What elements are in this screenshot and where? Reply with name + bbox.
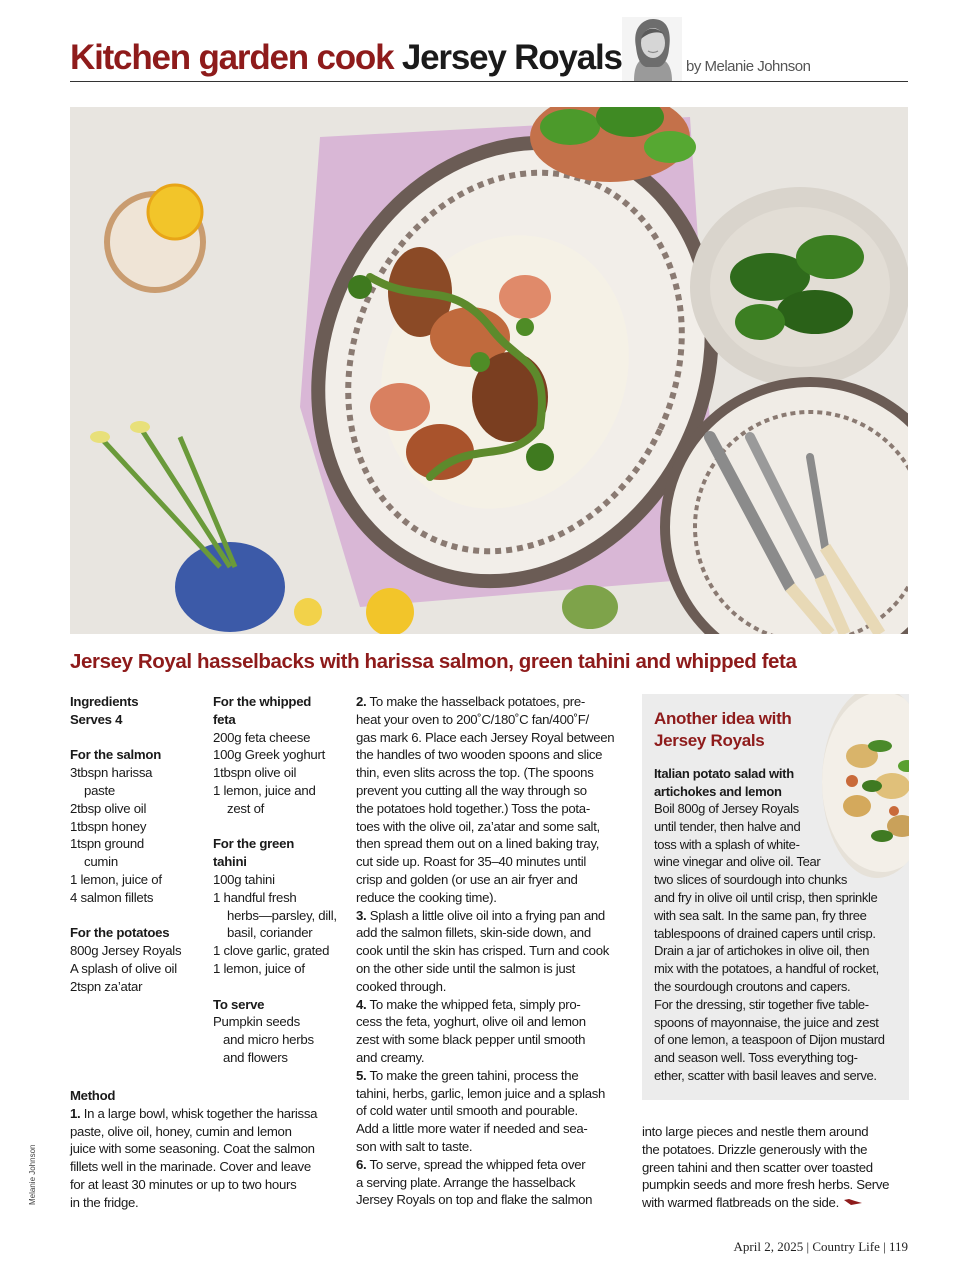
sidebar-line: For the dressing, stir together five table- xyxy=(654,996,869,1012)
ingredient-item: 200g feta cheese xyxy=(213,729,311,745)
sidebar-line: Boil 800g of Jersey Royals xyxy=(654,801,799,816)
method-line: gas mark 6. Place each Jersey Royal between xyxy=(356,729,615,745)
method-line: zest with some black pepper until smooth xyxy=(356,1032,586,1048)
method-line: tahini, herbs, garlic, lemon juice and a splash xyxy=(356,1085,606,1101)
method-line: of cold water until smooth and pourable. xyxy=(356,1103,578,1119)
sidebar-line: and season well. Toss everything tog- xyxy=(654,1050,858,1066)
header-rule xyxy=(70,81,908,82)
sidebar-line: spoons of mayonnaise, the juice and zest xyxy=(654,1014,879,1030)
sidebar-title-line: Jersey Royals xyxy=(654,731,765,750)
publication-name: Country Life xyxy=(812,1239,880,1254)
ingredient-item: 1 clove garlic, grated xyxy=(213,943,330,959)
sidebar-line: wine vinegar and olive oil. Tear xyxy=(654,854,821,870)
method-line: paste, olive oil, honey, cumin and lemon xyxy=(70,1123,292,1139)
tahini-heading: tahini xyxy=(213,854,247,870)
method-column-1 xyxy=(70,1087,350,1212)
method-line: into large pieces and nestle them around xyxy=(642,1124,869,1139)
ingredient-item: zest of xyxy=(227,800,265,816)
feta-heading: feta xyxy=(213,711,236,727)
method-heading: Method xyxy=(70,1088,116,1103)
method-line: son with salt to taste. xyxy=(356,1138,473,1154)
method-line: crisp and golden (or use an air fryer and xyxy=(356,871,578,887)
method-line: cooked through. xyxy=(356,978,447,994)
end-mark-icon xyxy=(843,1197,863,1207)
method-line: the potatoes. Drizzle generously with the xyxy=(642,1141,868,1157)
ingredient-item: 1 lemon, juice and xyxy=(213,782,316,798)
method-line: with warmed flatbreads on the side. xyxy=(642,1194,912,1212)
sidebar-subtitle-line: artichokes and lemon xyxy=(654,783,782,799)
ingredients-heading: Ingredients xyxy=(70,694,139,709)
ingredient-item: 2tspn za’atar xyxy=(70,978,143,994)
method-line: prevent you cutting all the way through so xyxy=(356,782,587,798)
ingredient-item: 1 lemon, juice of xyxy=(213,960,305,976)
sidebar-title-line: Another idea with xyxy=(654,709,792,728)
ingredients-column-2 xyxy=(213,693,353,1067)
sidebar-title xyxy=(654,708,792,752)
method-line: add the salmon fillets, skin-side down, and xyxy=(356,925,591,941)
ingredient-item: 1tspn ground xyxy=(70,836,144,852)
serves-label: Serves 4 xyxy=(70,711,123,727)
method-line: then spread them out on a lined baking tray, xyxy=(356,836,600,852)
byline: by Melanie Johnson xyxy=(686,58,811,75)
ingredient-item: cumin xyxy=(84,854,118,870)
method-line: 2. To make the hasselback potatoes, pre- xyxy=(356,694,585,709)
method-line: cook until the skin has crisped. Turn and cook xyxy=(356,943,610,959)
feta-heading: For the whipped xyxy=(213,694,312,709)
method-column-2 xyxy=(356,693,632,1209)
method-line: cess the feta, yoghurt, olive oil and lemon xyxy=(356,1014,586,1030)
hero-photo xyxy=(70,107,908,634)
method-line: in the fridge. xyxy=(70,1194,139,1210)
method-line: green tahini and then scatter over toasted xyxy=(642,1159,873,1175)
ingredient-item: basil, coriander xyxy=(227,925,313,941)
ingredient-item: 100g Greek yoghurt xyxy=(213,747,326,763)
potatoes-heading: For the potatoes xyxy=(70,925,170,941)
sidebar-line: Drain a jar of artichokes in olive oil, then xyxy=(654,943,870,959)
method-line: the handles of two wooden spoons and slice xyxy=(356,747,603,763)
ingredient-item: A splash of olive oil xyxy=(70,960,177,976)
author-portrait xyxy=(622,17,682,81)
ingredient-item: 1 lemon, juice of xyxy=(70,871,162,887)
ingredient-item: 100g tahini xyxy=(213,871,275,887)
serve-item: Pumpkin seeds xyxy=(213,1014,300,1030)
sidebar-line: until tender, then halve and xyxy=(654,818,801,834)
method-line: 1. In a large bowl, whisk together the harissa xyxy=(70,1105,318,1121)
method-line: fillets well in the marinade. Cover and leave xyxy=(70,1159,311,1175)
issue-date: April 2, 2025 xyxy=(733,1239,804,1254)
serve-item: and micro herbs xyxy=(223,1032,314,1048)
method-line: the potatoes hold together.) Toss the pota- xyxy=(356,800,590,816)
ingredient-item: 1tbspn olive oil xyxy=(213,765,297,781)
salmon-heading: For the salmon xyxy=(70,747,162,763)
method-line: on the other side until the salmon is just xyxy=(356,960,576,976)
method-line: a serving plate. Arrange the hasselback xyxy=(356,1174,576,1190)
method-line: toes with the olive oil, za’atar and some salt, xyxy=(356,818,600,834)
ingredient-item: 2tbsp olive oil xyxy=(70,800,147,816)
recipe-title: Jersey Royal hasselbacks with harissa salmon, green tahini and whipped feta xyxy=(70,650,797,673)
method-line: 5. To make the green tahini, process the xyxy=(356,1067,579,1083)
method-line: pumpkin seeds and more fresh herbs. Serve xyxy=(642,1177,890,1193)
sidebar-subtitle-line: Italian potato salad with xyxy=(654,766,794,781)
method-line: 4. To make the whipped feta, simply pro- xyxy=(356,996,581,1012)
serve-heading: To serve xyxy=(213,996,265,1012)
method-line: juice with some seasoning. Coat the salmon xyxy=(70,1141,315,1157)
section-title: Kitchen garden cook xyxy=(70,38,394,77)
sidebar-box xyxy=(642,694,909,1100)
serve-item: and flowers xyxy=(223,1049,288,1065)
sidebar-line: mix with the potatoes, a handful of rocket, xyxy=(654,961,879,977)
method-line: reduce the cooking time). xyxy=(356,889,497,905)
sidebar-line: toss with a splash of white- xyxy=(654,836,800,852)
page-number: 119 xyxy=(888,1239,908,1254)
method-line: 3. Splash a little olive oil into a frying pan and xyxy=(356,907,605,923)
sidebar-line: of one lemon, a teaspoon of Dijon mustard xyxy=(654,1032,885,1048)
method-column-3 xyxy=(642,1123,912,1212)
ingredient-item: 1 handful fresh xyxy=(213,889,297,905)
sidebar-subtitle xyxy=(654,765,794,800)
sidebar-line: and fry in olive oil until crisp, then sprinkle xyxy=(654,889,878,905)
ingredient-item: 4 salmon fillets xyxy=(70,889,154,905)
sidebar-line: ether, scatter with basil leaves and serve. xyxy=(654,1067,877,1083)
sidebar-line: with sea salt. In the same pan, fry three xyxy=(654,907,867,923)
method-line: thin, even slits across the top. (The spoons xyxy=(356,765,594,781)
footer-separator: | xyxy=(883,1239,889,1254)
method-line: 6. To serve, spread the whipped feta over xyxy=(356,1156,586,1172)
method-line: Jersey Royals on top and flake the salmon xyxy=(356,1192,593,1208)
ingredient-item: 1tbspn honey xyxy=(70,818,147,834)
ingredient-item: 3tbspn harissa xyxy=(70,765,153,781)
sidebar-line: two slices of sourdough into chunks xyxy=(654,872,847,888)
tahini-heading: For the green xyxy=(213,836,295,852)
method-line: Add a little more water if needed and sea- xyxy=(356,1121,588,1137)
ingredient-item: herbs—parsley, dill, xyxy=(227,907,337,923)
footer-separator: | xyxy=(806,1239,813,1254)
ingredient-item: paste xyxy=(84,782,116,798)
page-footer xyxy=(734,1239,908,1255)
ingredient-item: 800g Jersey Royals xyxy=(70,943,182,959)
topic-title: Jersey Royals xyxy=(401,38,622,77)
sidebar-body xyxy=(654,800,906,1085)
method-line: for at least 30 minutes or up to two hours xyxy=(70,1176,297,1192)
page-header xyxy=(70,38,622,78)
sidebar-line: tablespoons of drained capers until crisp. xyxy=(654,925,876,941)
method-line: cut side up. Roast for 35–40 minutes until xyxy=(356,854,587,870)
photo-credit: Melanie Johnson xyxy=(28,1144,37,1205)
method-line: heat your oven to 200˚C/180˚C fan/400˚F/ xyxy=(356,711,589,727)
method-line: and creamy. xyxy=(356,1049,425,1065)
ingredients-column-1 xyxy=(70,693,210,996)
sidebar-line: the sourdough croutons and capers. xyxy=(654,978,851,994)
